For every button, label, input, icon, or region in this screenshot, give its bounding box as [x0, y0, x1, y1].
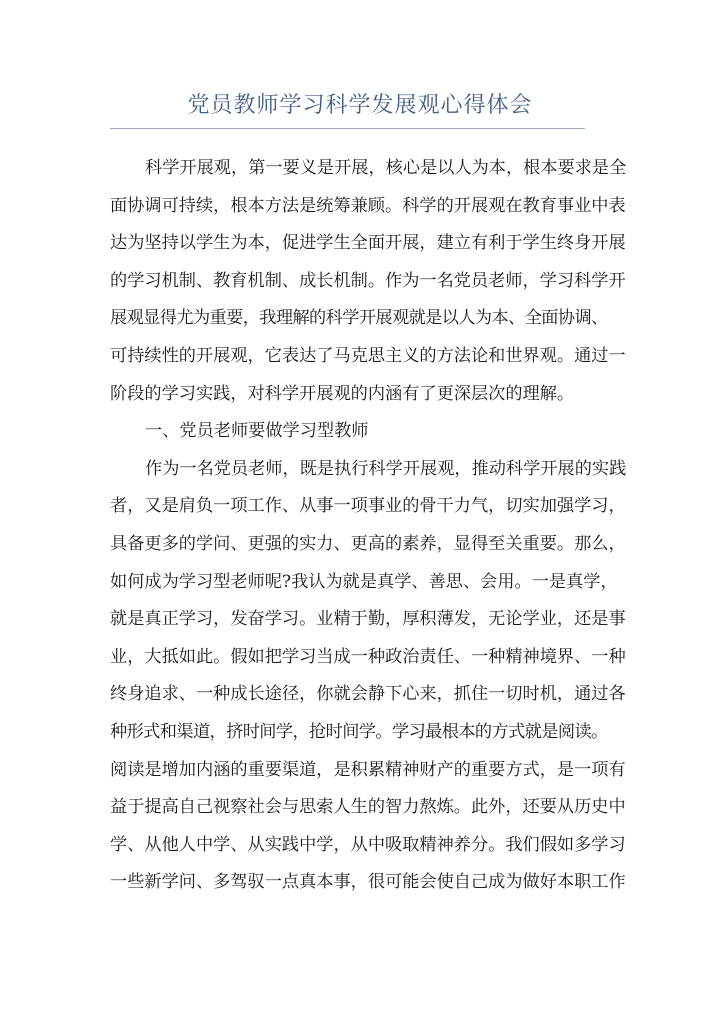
title-divider	[110, 128, 585, 129]
document-body	[110, 150, 627, 902]
text-line: 阶段的学习实践，对科学开展观的内涵有了更深层次的理解。	[110, 383, 575, 404]
text-line: 面协调可持续，根本方法是统筹兼顾。科学的开展观在教育事业中表	[110, 195, 626, 216]
text-line: 业，大抵如此。假如把学习当成一种政治责任、一种精神境界、一种	[110, 646, 626, 667]
text-line: 就是真正学习，发奋学习。业精于勤，厚积薄发，无论学业，还是事	[110, 609, 626, 630]
text-line: 的学习机制、教育机制、成长机制。作为一名党员老师，学习科学开	[110, 270, 626, 291]
text-line: 益于提高自己视察社会与思索人生的智力熬炼。此外，还要从历史中	[110, 797, 626, 818]
text-line: 学、从他人中学、从实践中学，从中吸取精神养分。我们假如多学习	[110, 834, 626, 855]
text-line: 阅读是增加内涵的重要渠道，是积累精神财产的重要方式，是一项有	[110, 759, 626, 780]
text-line: 如何成为学习型老师呢?我认为就是真学、善思、会用。一是真学，	[110, 571, 618, 592]
text-line: 种形式和渠道，挤时间学，抢时间学。学习最根本的方式就是阅读。	[110, 721, 608, 742]
text-line: 终身追求、一种成长途径，你就会静下心来，抓住一切时机，通过各	[110, 684, 626, 705]
text-line: 作为一名党员老师，既是执行科学开展观，推动科学开展的实践	[145, 458, 627, 479]
text-line: 具备更多的学问、更强的实力、更高的素养，显得至关重要。那么，	[110, 533, 626, 554]
text-line: 展观显得尤为重要，我理解的科学开展观就是以人为本、全面协调、	[110, 308, 608, 329]
text-line: 达为坚持以学生为本，促进学生全面开展，建立有利于学生终身开展	[110, 233, 626, 254]
text-line: 一些新学问、多驾驭一点真本事，很可能会使自己成为做好本职工作	[110, 872, 626, 893]
text-line: 科学开展观，第一要义是开展，核心是以人为本，根本要求是全	[145, 158, 627, 178]
section-heading: 一、党员老师要做学习型教师	[145, 421, 369, 442]
document-title: 党员教师学习科学发展观心得体会	[187, 93, 533, 118]
text-line: 可持续性的开展观，它表达了马克思主义的方法论和世界观。通过一	[110, 345, 626, 366]
text-line: 者，又是肩负一项工作、从事一项事业的骨干力气，切实加强学习，	[110, 496, 626, 517]
